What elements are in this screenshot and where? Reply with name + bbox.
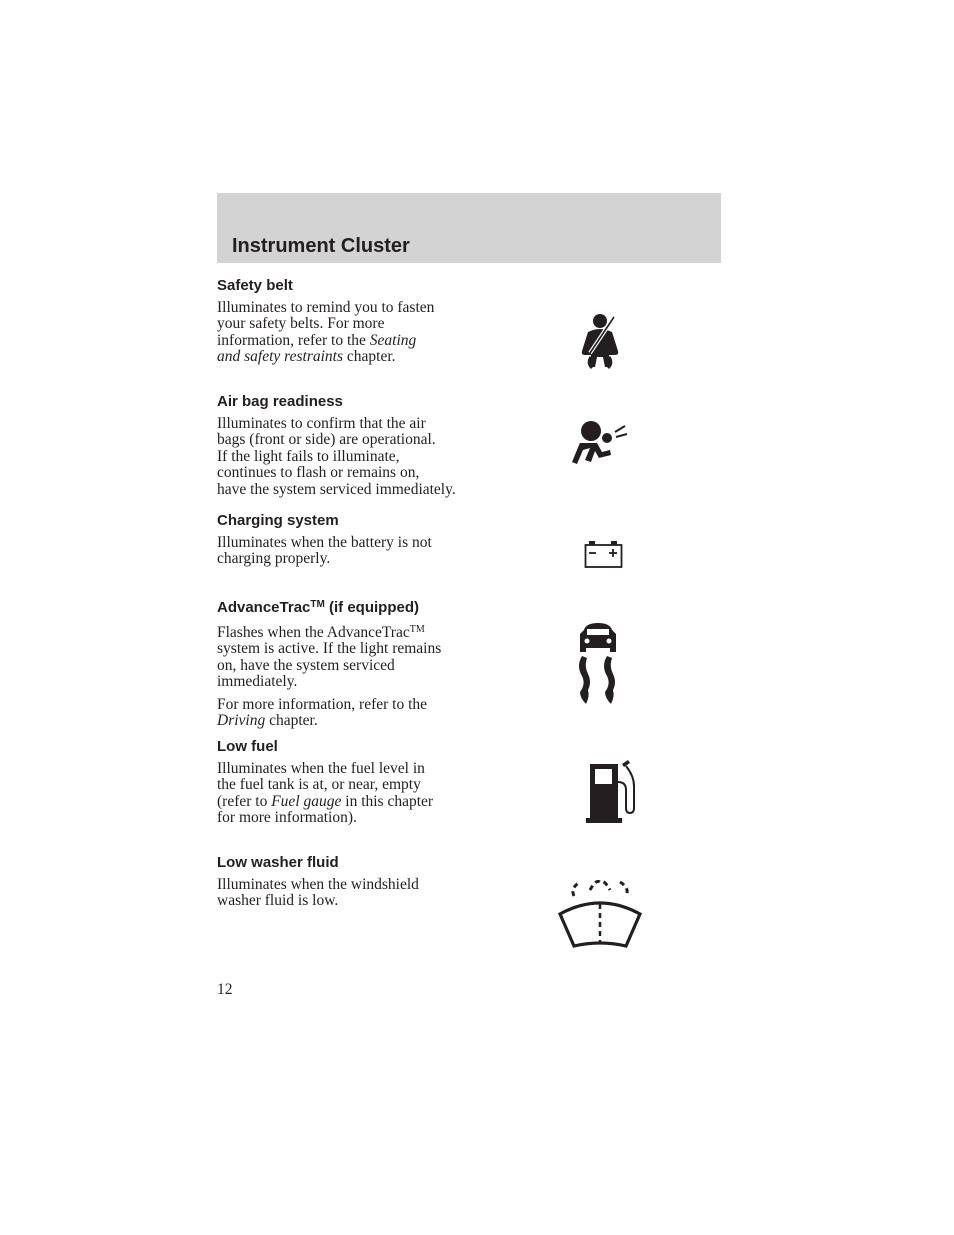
section-advancetrac bbox=[217, 596, 517, 729]
section-heading: Air bag readiness bbox=[217, 393, 343, 410]
section-text: Illuminates when the battery is not charging properly. bbox=[217, 534, 432, 568]
section-air-bag bbox=[217, 393, 517, 498]
air-bag-icon bbox=[571, 418, 629, 468]
skidding-car-icon bbox=[574, 620, 622, 706]
section-heading: Low washer fluid bbox=[217, 854, 339, 871]
section-text: Illuminates when the fuel level in the fuel tank is at, or near, empty (refer to Fuel gauge in this chapter for more information). bbox=[217, 760, 434, 827]
section-safety-belt bbox=[217, 277, 517, 366]
section-text: Illuminates when the windshield washer fluid is low. bbox=[217, 876, 419, 910]
chapter-title: Instrument Cluster bbox=[232, 235, 410, 257]
section-text: Flashes when the AdvanceTrac™ system is active. If the light remains on, have the system serviced immediately. bbox=[217, 624, 442, 691]
washer-fluid-icon bbox=[556, 878, 644, 950]
section-heading: Charging system bbox=[217, 512, 339, 529]
seat-belt-icon bbox=[574, 311, 626, 371]
battery-icon bbox=[584, 540, 624, 570]
section-charging-system bbox=[217, 512, 517, 568]
fuel-pump-icon bbox=[586, 760, 640, 824]
section-low-washer-fluid bbox=[217, 854, 517, 910]
section-heading: Safety belt bbox=[217, 277, 293, 294]
section-heading: AdvanceTrac™ (if equipped) bbox=[217, 599, 419, 616]
section-heading: Low fuel bbox=[217, 738, 278, 755]
section-text: Illuminates to remind you to fasten your safety belts. For more information, refer to the Seating and safety restraints chapter. bbox=[217, 299, 435, 366]
section-text: Illuminates to confirm that the air bags (front or side) are operational. If the light fails to illuminate, continues to flash or remains on, have the system serviced immediately. bbox=[217, 415, 456, 498]
section-text: For more information, refer to the Driving chapter. bbox=[217, 695, 428, 730]
page-number: 12 bbox=[217, 981, 233, 998]
chapter-header-band bbox=[217, 193, 721, 263]
section-low-fuel bbox=[217, 738, 517, 827]
